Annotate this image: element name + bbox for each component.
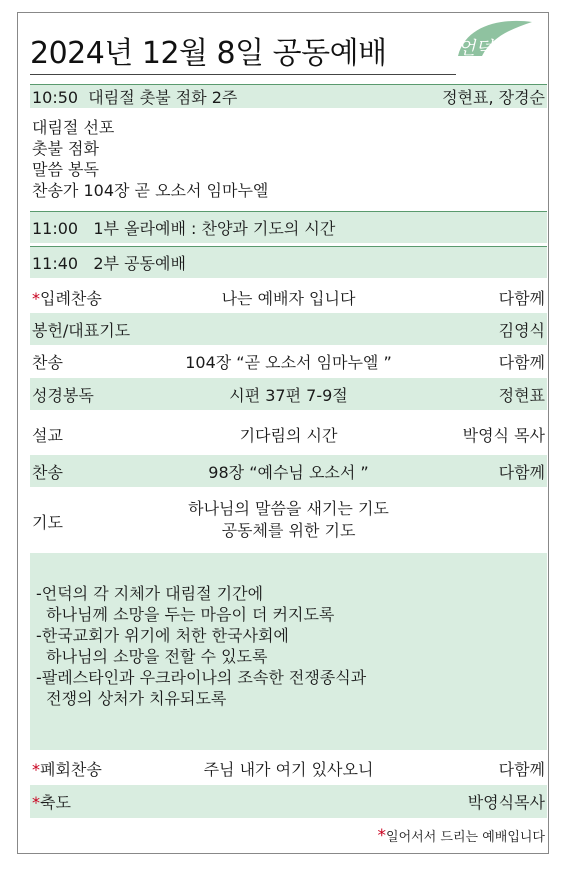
section-leaders: 정현표, 장경순 (442, 88, 545, 107)
section-name: 대림절 촛불 점화 2주 (88, 88, 238, 107)
order-item: 찬송가 104장 곧 오소서 임마누엘 (32, 181, 269, 200)
section-candle-lighting (30, 84, 547, 108)
section-time: 11:00 (32, 219, 79, 238)
row-leader: 다함께 (498, 462, 545, 482)
row-opening-hymn (30, 282, 547, 312)
row-hymn-2 (30, 455, 547, 487)
standing-marker: * (377, 826, 387, 846)
row-leader: 다함께 (498, 352, 545, 372)
row-leader: 박영식 목사 (462, 425, 545, 445)
row-scripture (30, 378, 547, 410)
section-time: 11:40 (32, 254, 79, 273)
order-item: 촛불 점화 (32, 139, 99, 158)
section-first-service (30, 211, 547, 243)
title-underline (30, 74, 456, 75)
standing-marker: * (32, 759, 40, 779)
order-item: 말씀 봉독 (32, 160, 99, 179)
row-leader: 다함께 (498, 288, 545, 308)
row-offering-prayer (30, 313, 547, 345)
row-prayer (30, 492, 547, 550)
standing-marker: * (32, 288, 40, 308)
section-time: 10:50 (32, 88, 79, 107)
row-label: 봉헌/대표기도 (32, 320, 131, 340)
logo-text: 언덕교회 (458, 38, 528, 59)
row-benediction (30, 785, 547, 818)
candle-lighting-order (30, 117, 547, 201)
footnote-text: 일어서서 드리는 예배입니다 (386, 830, 545, 845)
row-label: 설교 (32, 425, 63, 445)
page-title: 2024년 12월 8일 공동예배 (30, 36, 387, 71)
standing-footnote (378, 826, 545, 846)
standing-marker: * (32, 793, 40, 812)
prayer-titles (30, 498, 547, 542)
row-label: 성경봉독 (32, 385, 94, 405)
prayer-item: -한국교회가 위기에 처한 한국사회에 (36, 626, 289, 645)
prayer-item: 하나님께 소망을 두는 마음이 더 커지도록 (36, 605, 335, 624)
prayer-item: -팔레스타인과 우크라이나의 조속한 전쟁종식과 (36, 668, 367, 687)
row-label: 기도 (32, 512, 63, 532)
row-content: 주님 내가 여기 있사오니 (203, 759, 374, 779)
row-content: 나는 예배자 입니다 (221, 288, 356, 308)
row-content: 98장 “예수님 오소서 ” (208, 462, 369, 482)
row-content: 기다림의 시간 (239, 425, 338, 445)
section-second-service (30, 246, 547, 278)
section-name: 2부 공동예배 (93, 254, 186, 273)
order-item: 대림절 선포 (32, 118, 115, 137)
row-leader: 다함께 (498, 759, 545, 779)
row-label: 축도 (40, 793, 71, 812)
prayer-title: 하나님의 말씀을 새기는 기도 (188, 499, 389, 518)
row-leader: 김영식 (498, 320, 545, 340)
church-logo (452, 18, 536, 64)
row-sermon (30, 414, 547, 454)
section-name: 1부 올라예배 : 찬양과 기도의 시간 (93, 219, 336, 238)
prayer-item: 전쟁의 상처가 치유되도록 (36, 689, 227, 708)
prayer-item: 하나님의 소망을 전할 수 있도록 (36, 647, 268, 666)
prayer-item: -언덕의 각 지체가 대림절 기간에 (36, 584, 264, 603)
row-label: 폐회찬송 (40, 759, 102, 779)
prayer-intentions (30, 553, 547, 750)
row-label: 찬송 (32, 462, 63, 482)
row-hymn (30, 345, 547, 377)
row-label: 입례찬송 (40, 288, 102, 308)
prayer-title: 공동체를 위한 기도 (221, 521, 356, 540)
row-closing-hymn (30, 752, 547, 784)
row-label: 찬송 (32, 352, 63, 372)
row-content: 시편 37편 7-9절 (229, 385, 348, 405)
row-leader: 정현표 (498, 385, 545, 405)
row-leader: 박영식목사 (467, 793, 545, 812)
row-content: 104장 “곧 오소서 임마누엘 ” (185, 352, 392, 372)
